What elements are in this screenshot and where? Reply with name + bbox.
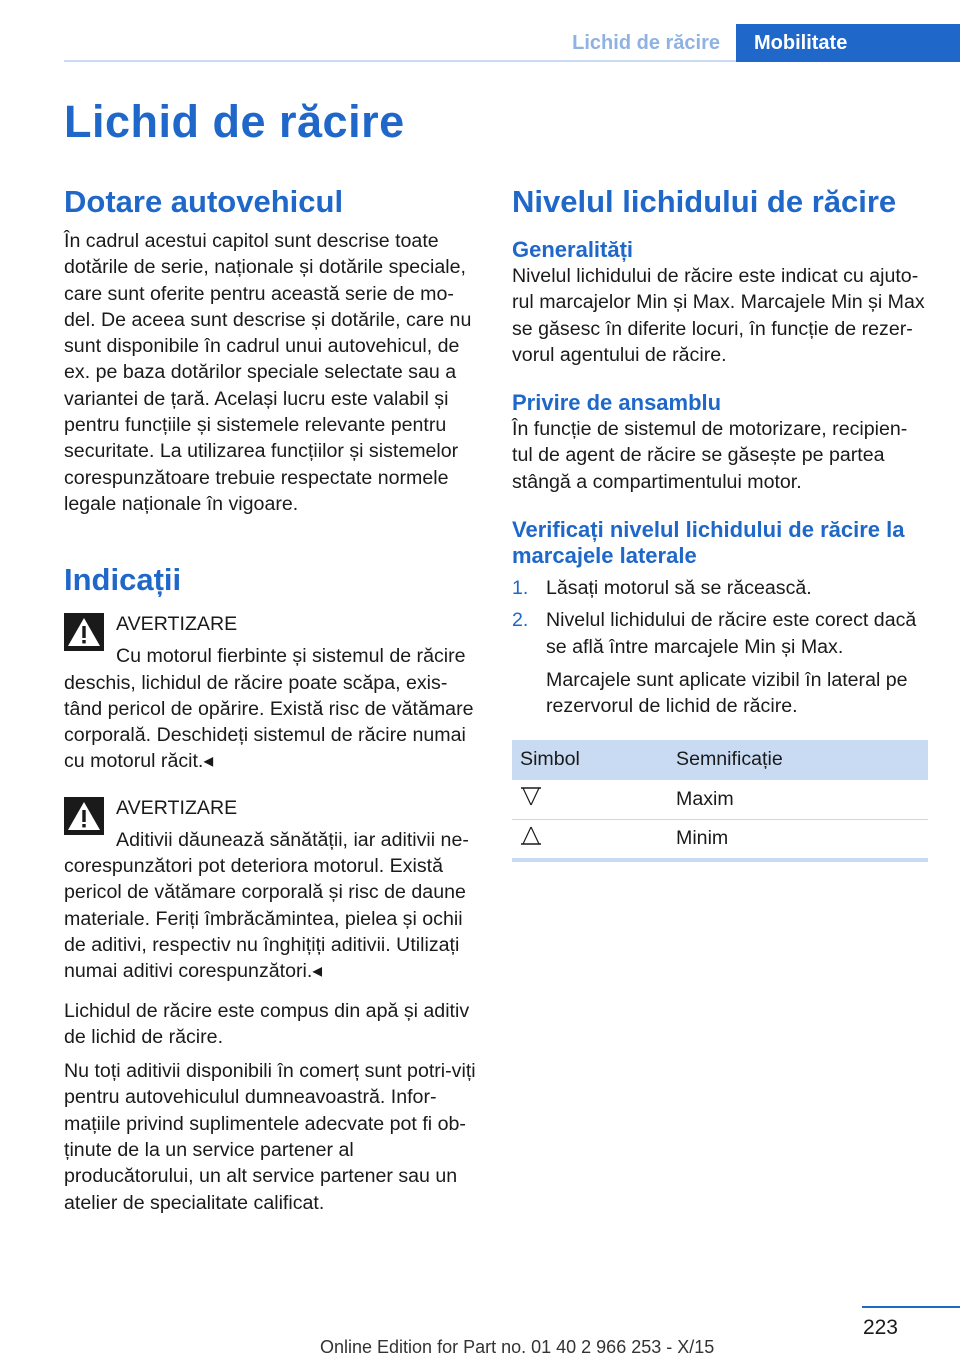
step-number: 2. [512,609,529,632]
step-number: 1. [512,577,529,600]
section-heading-dotare: Dotare autovehicul [64,184,344,219]
table-header-meaning: Semnificație [668,740,928,780]
page-title: Lichid de răcire [64,96,405,147]
max-mark-icon [520,785,542,807]
warning-text-1: deschis, lichidul de răcire poate scăpa, exis-tând pericol de opărire. Există risc de vătămare corporală. Deschideți sistemul de răcire numai cu motorul răcit.◂ [64,671,474,773]
right-column [512,183,926,862]
section-heading-indicatii: Indicații [64,562,182,598]
header-section-label: Lichid de răcire [572,32,720,54]
warning-block-2 [64,795,478,853]
edition-footer: Online Edition for Part no. 01 40 2 966 253 - X/15 [320,1337,715,1357]
list-item [512,575,926,601]
subheading-generalitati: Generalități [512,237,634,262]
step-text: Nivelul lichidului de răcire este corect dacă se află între marcajele Min și Max. [546,609,917,658]
steps-list [512,575,926,719]
left-column [64,183,478,1216]
header-chapter-tab: Mobilitate [736,24,960,62]
table-header-row [512,740,928,780]
meaning-cell: Minim [668,820,928,860]
step-subtext: Marcajele sunt aplicate vizibil în lateral pe rezervorul de lichid de răcire. [546,668,908,718]
footer-rule [862,1306,960,1308]
meaning-cell: Maxim [668,780,928,820]
table-row [512,780,928,820]
step-text: Lăsați motorul să se răcească. [546,577,812,600]
table-header-symbol: Simbol [512,740,668,780]
table-row [512,820,928,860]
list-item [512,607,926,719]
min-mark-icon [520,825,542,847]
warning-text-first-line: Aditivii dăunează sănătății, iar aditivii ne- [116,828,469,851]
warning-triangle-icon [64,613,104,651]
warning-triangle-icon [64,797,104,835]
warning-text-first-line: Cu motorul fierbinte și sistemul de răcire [116,645,466,668]
warning-text-2: corespunzători pot deteriora motorul. Există pericol de vătămare corporală și risc de daune materiale. Feriți îmbrăcămintea, pielea și ochii de aditivi, respectiv nu înghițiți aditivii. Utilizați numai aditivi corespunzători.◂ [64,855,466,983]
additives-paragraph: Nu toți aditivii disponibili în comerț sunt potri-viți pentru autovehiculul dumneavoastră. Infor-mațiile privind suplimentele adecvate pot fi ob-ținute de la un service partener al producătorului, un alt service partener sau un atelier de specialitate calificat. [64,1060,476,1214]
dotare-paragraph: În cadrul acestui capitol sunt descrise toate dotările de serie, naționale și dotările speciale, care sunt oferite pentru această serie de mo-del. De aceea sunt descrise și dotările, care nu sunt disponibile în cadrul unui autovehicul, de ex. pe baza dotărilor speciale selectate sau a variantei de țară. Același lucru este valabil și pentru funcțiile și sistemele relevante pentru securitate. La utilizarea funcțiilor și sistemelor corespunzătoare trebuie respectate normele legale naționale în vigoare. [64,230,472,515]
warning-title: AVERTIZARE [116,796,238,819]
section-heading-nivel: Nivelul lichidului de răcire [512,184,897,219]
page-number: 223 [862,1316,898,1339]
warning-title: AVERTIZARE [116,613,238,636]
coolant-composition-paragraph: Lichidul de răcire este compus din apă și aditiv de lichid de răcire. [64,999,470,1048]
symbol-table [512,740,928,862]
privire-paragraph: În funcție de sistemul de motorizare, recipien-tul de agent de răcire se găsește pe partea stângă a compartimentului motor. [512,418,908,493]
generalitati-paragraph: Nivelul lichidului de răcire este indicat cu ajuto-rul marcajelor Min și Max. Marcajele Min și Max se găsesc în diferite locuri, în funcție de rezer-vorul agentului de răcire. [512,265,925,366]
subheading-privire: Privire de ansamblu [512,390,722,416]
subheading-verificati: Verificați nivelul lichidului de răcire la marcajele laterale [512,517,905,569]
page-header [64,24,960,62]
warning-block-1 [64,611,478,669]
